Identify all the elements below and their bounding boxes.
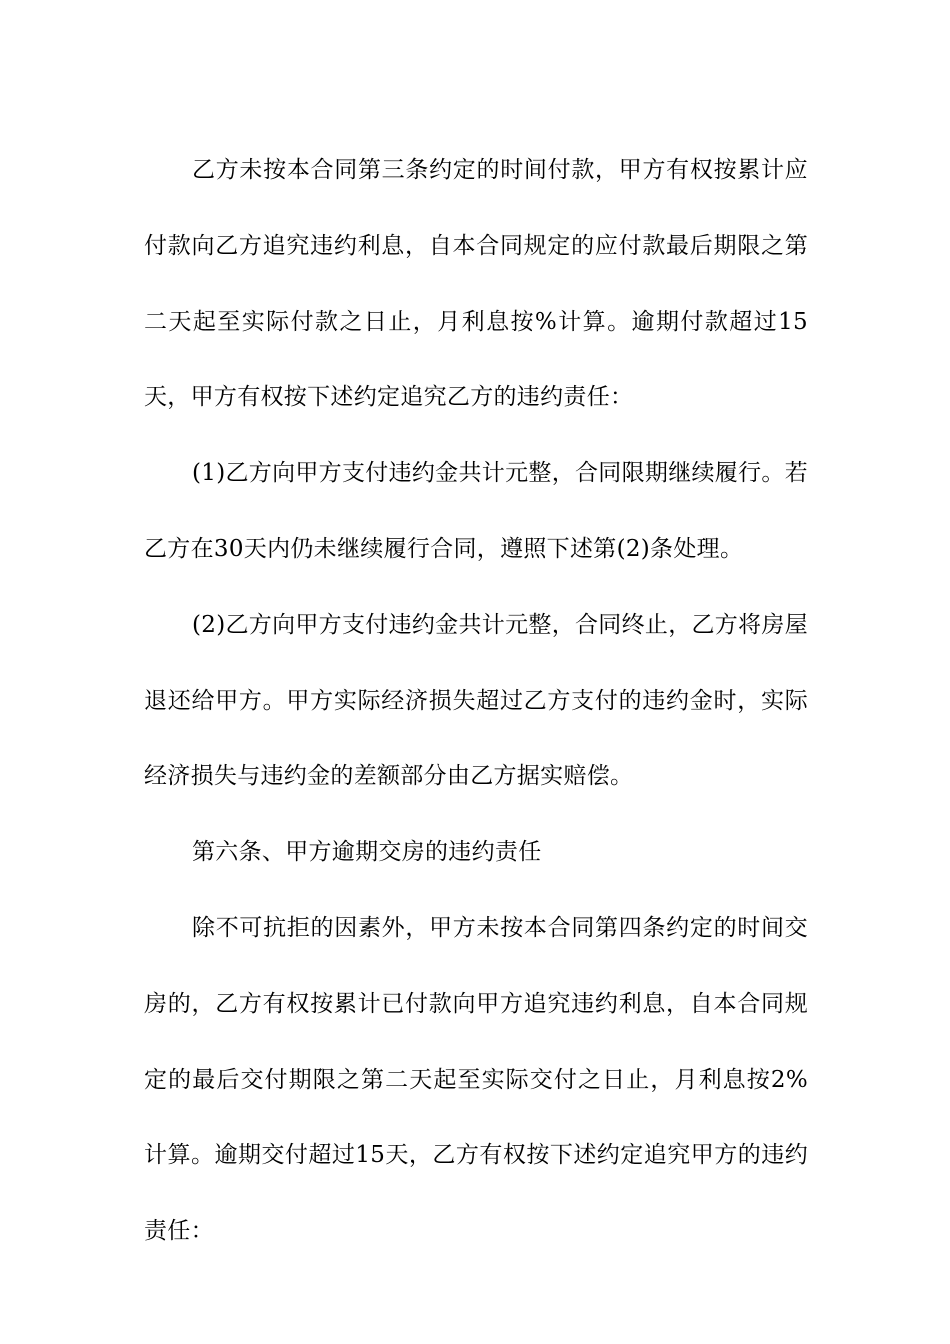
- paragraph-late-delivery: 除不可抗拒的因素外，甲方未按本合同第四条约定的时间交房的，乙方有权按累计已付款向甲方追究违约利息，自本合同规定的最后交付期限之第二天起至实际交付之日止，月利息按2%计算。逾期交付超过15天，乙方有权按下述约定追究甲方的违约责任：: [144, 914, 808, 1245]
- paragraph-clause-1: (1)乙方向甲方支付违约金共计元整，合同限期继续履行。若乙方在30天内仍未继续履行合同，遵照下述第(2)条处理。: [144, 460, 808, 562]
- document-body: [144, 133, 808, 1270]
- section-heading-article-6: 第六条、甲方逾期交房的违约责任: [192, 839, 542, 866]
- paragraph-late-payment: 乙方未按本合同第三条约定的时间付款，甲方有权按累计应付款向乙方追究违约利息，自本合同规定的应付款最后期限之第二天起至实际付款之日止，月利息按%计算。逾期付款超过15天，甲方有权按下述约定追究乙方的违约责任：: [144, 157, 808, 411]
- paragraph-clause-2: (2)乙方向甲方支付违约金共计元整，合同终止，乙方将房屋退还给甲方。甲方实际经济损失超过乙方支付的违约金时，实际经济损失与违约金的差额部分由乙方据实赔偿。: [144, 611, 808, 790]
